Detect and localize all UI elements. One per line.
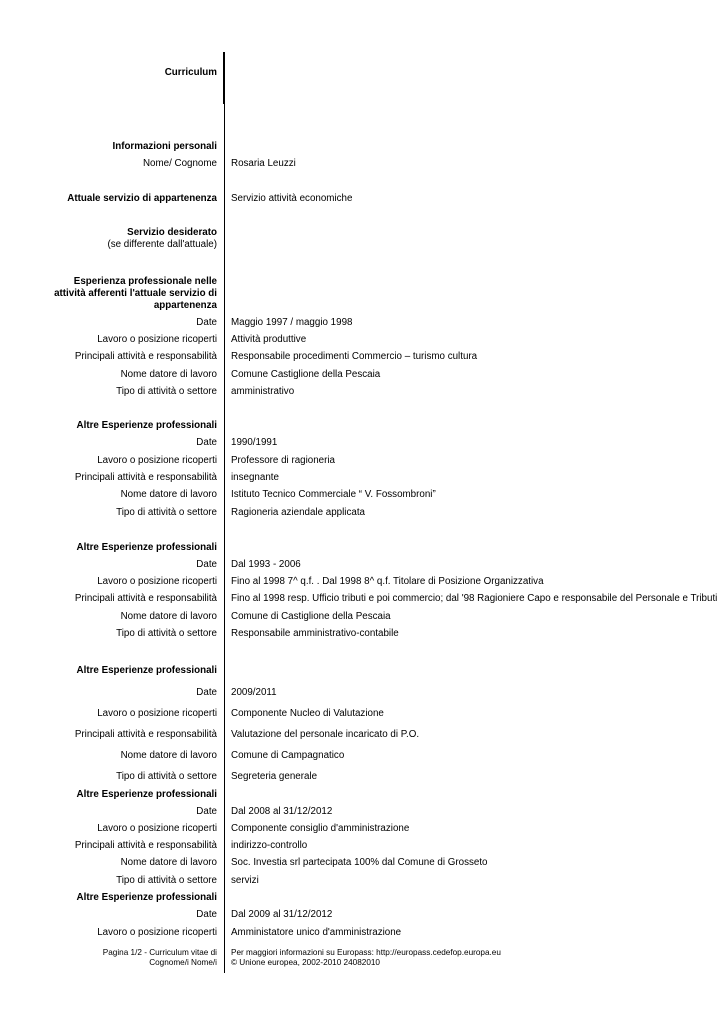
- sector-label: Tipo di attività o settore: [116, 628, 217, 639]
- exp1-employer: Comune Castiglione della Pescaia: [231, 369, 381, 380]
- activities-label: Principali attività e responsabilità: [74, 729, 217, 740]
- exp4-date: 2009/2011: [231, 687, 277, 698]
- exp2-position: Professore di ragioneria: [231, 455, 336, 466]
- employer-label: Nome datore di lavoro: [120, 369, 217, 380]
- current-service-label: Attuale servizio di appartenenza: [67, 193, 217, 204]
- sector-label: Tipo di attività o settore: [116, 507, 217, 518]
- employer-label: Nome datore di lavoro: [120, 750, 217, 761]
- employer-label: Nome datore di lavoro: [120, 857, 217, 868]
- name-label: Nome/ Cognome: [142, 158, 217, 169]
- position-label: Lavoro o posizione ricoperti: [97, 455, 217, 466]
- exp6-date: Dal 2009 al 31/12/2012: [231, 909, 333, 920]
- section-heading: Esperienza professionale nelle attività afferenti l'attuale servizio di appartenenza: [54, 276, 217, 311]
- exp5-sector: servizi: [231, 875, 259, 886]
- date-label: Date: [196, 909, 217, 920]
- employer-label: Nome datore di lavoro: [120, 611, 217, 622]
- date-label: Date: [196, 687, 217, 698]
- exp5-activities: indirizzo-controllo: [231, 840, 308, 851]
- exp2-activities: insegnante: [231, 472, 279, 483]
- employer-label: Nome datore di lavoro: [120, 489, 217, 500]
- other-experience-heading: Altre Esperienze professionali: [76, 789, 217, 800]
- desired-service-label: Servizio desiderato: [127, 227, 217, 238]
- sector-label: Tipo di attività o settore: [116, 771, 217, 782]
- other-experience-heading: Altre Esperienze professionali: [76, 892, 217, 903]
- exp3-position: Fino al 1998 7^ q.f. . Dal 1998 8^ q.f. Titolare di Posizione Organizzativa: [231, 576, 544, 587]
- date-label: Date: [196, 559, 217, 570]
- exp3-sector: Responsabile amministrativo-contabile: [231, 628, 399, 639]
- sector-label: Tipo di attività o settore: [116, 875, 217, 886]
- exp3-activities: Fino al 1998 resp. Ufficio tributi e poi commercio; dal '98 Ragioniere Capo e responsabile del Personale e Tributi: [231, 593, 718, 604]
- date-label: Date: [196, 806, 217, 817]
- name-value: Rosaria Leuzzi: [231, 158, 296, 169]
- column-divider: [224, 52, 225, 973]
- position-label: Lavoro o posizione ricoperti: [97, 823, 217, 834]
- exp6-position: Amministatore unico d'amministrazione: [231, 927, 402, 938]
- other-experience-heading: Altre Esperienze professionali: [76, 420, 217, 431]
- sector-label: Tipo di attività o settore: [116, 386, 217, 397]
- exp4-sector: Segreteria generale: [231, 771, 318, 782]
- date-label: Date: [196, 317, 217, 328]
- footer-name: Cognome/i Nome/i: [149, 958, 217, 967]
- activities-label: Principali attività e responsabilità: [74, 840, 217, 851]
- current-service-value: Servizio attività economiche: [231, 193, 353, 204]
- exp1-date: Maggio 1997 / maggio 1998: [231, 317, 353, 328]
- exp1-sector: amministrativo: [231, 386, 295, 397]
- footer-copyright: © Unione europea, 2002-2010 24082010: [231, 958, 380, 967]
- activities-label: Principali attività e responsabilità: [74, 593, 217, 604]
- date-label: Date: [196, 437, 217, 448]
- position-label: Lavoro o posizione ricoperti: [97, 927, 217, 938]
- position-label: Lavoro o posizione ricoperti: [97, 334, 217, 345]
- document-title: Curriculum: [164, 67, 217, 78]
- exp1-position: Attività produttive: [231, 334, 307, 345]
- exp5-employer: Soc. Investia srl partecipata 100% dal Comune di Grosseto: [231, 857, 488, 868]
- exp1-activities: Responsabile procedimenti Commercio – turismo cultura: [231, 351, 478, 362]
- exp2-sector: Ragioneria aziendale applicata: [231, 507, 365, 518]
- footer-europass-link: Per maggiori informazioni su Europass: http://europass.cedefop.europa.eu: [231, 948, 501, 957]
- activities-label: Principali attività e responsabilità: [74, 351, 217, 362]
- exp5-position: Componente consiglio d'amministrazione: [231, 823, 410, 834]
- exp3-date: Dal 1993 - 2006: [231, 559, 301, 570]
- position-label: Lavoro o posizione ricoperti: [97, 576, 217, 587]
- footer-page-info: Pagina 1/2 - Curriculum vitae di: [102, 948, 217, 957]
- exp2-date: 1990/1991: [231, 437, 278, 448]
- exp4-employer: Comune di Campagnatico: [231, 750, 345, 761]
- desired-service-sub: (se differente dall'attuale): [107, 239, 217, 250]
- exp4-activities: Valutazione del personale incaricato di P.O.: [231, 729, 420, 740]
- exp3-employer: Comune di Castiglione della Pescaia: [231, 611, 391, 622]
- exp2-employer: Istituto Tecnico Commerciale “ V. Fossombroni”: [231, 489, 436, 500]
- exp5-date: Dal 2008 al 31/12/2012: [231, 806, 333, 817]
- personal-info-heading: Informazioni personali: [112, 141, 217, 152]
- other-experience-heading: Altre Esperienze professionali: [76, 665, 217, 676]
- exp4-position: Componente Nucleo di Valutazione: [231, 708, 384, 719]
- activities-label: Principali attività e responsabilità: [74, 472, 217, 483]
- position-label: Lavoro o posizione ricoperti: [97, 708, 217, 719]
- other-experience-heading: Altre Esperienze professionali: [76, 542, 217, 553]
